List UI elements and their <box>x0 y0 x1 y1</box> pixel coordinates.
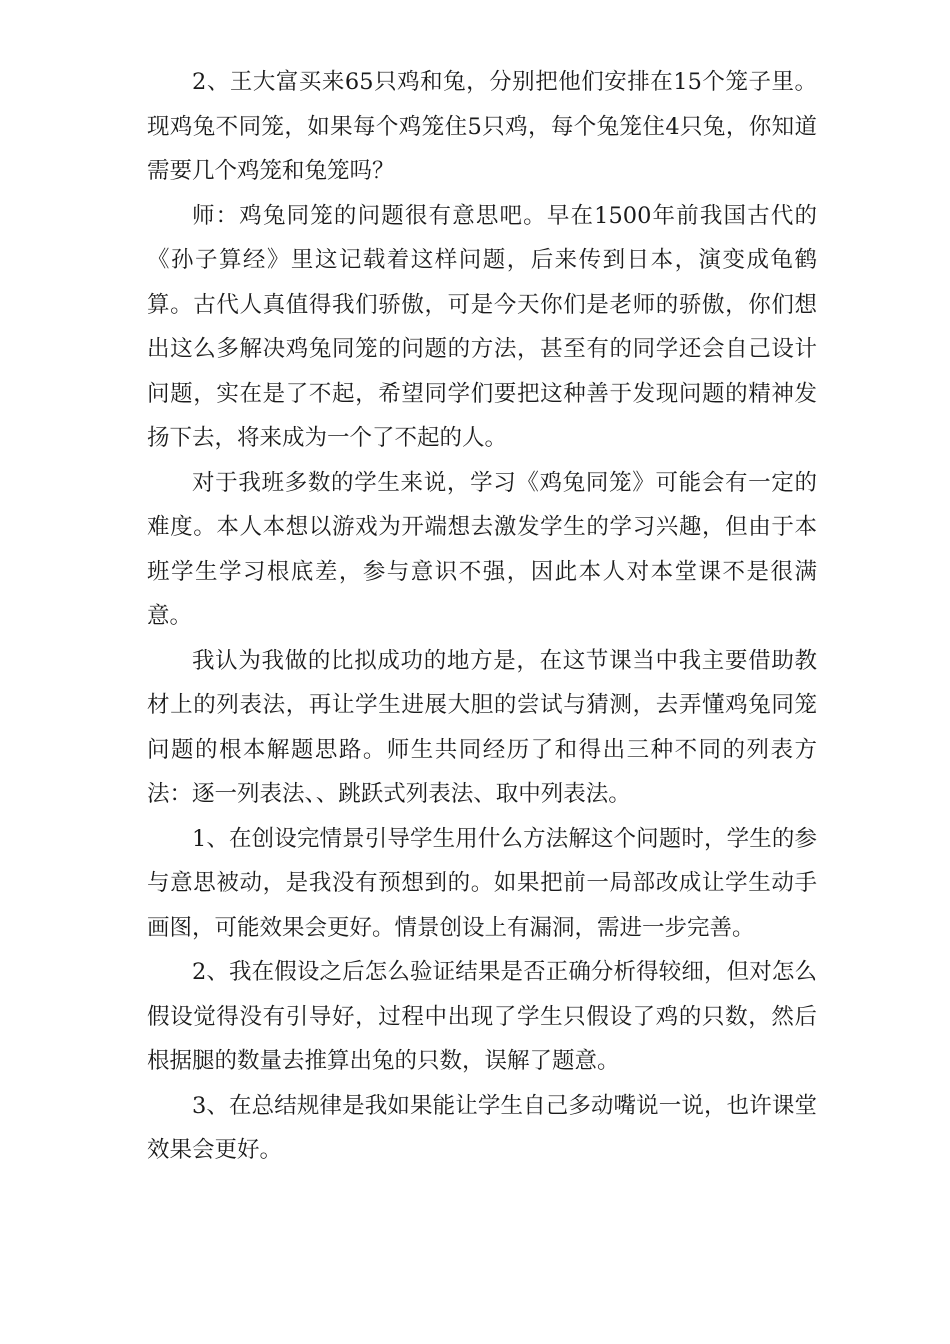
paragraph-issue-1: 1、在创设完情景引导学生用什么方法解这个问题时，学生的参与意思被动，是我没有预想到的。如果把前一局部改成让学生动手画图，可能效果会更好。情景创设上有漏洞，需进一步完善。 <box>147 825 817 941</box>
paragraph-problem-2: 2、王大富买来65只鸡和兔，分别把他们安排在15个笼子里。现鸡兔不同笼，如果每个鸡笼住5只鸡，每个兔笼住4只兔，你知道需要几个鸡笼和兔笼吗？ <box>147 69 817 184</box>
paragraph-issue-2: 2、我在假设之后怎么验证结果是否正确分析得较细，但对怎么假设觉得没有引导好，过程中出现了学生只假设了鸡的只数，然后根据腿的数量去推算出兔的只数，误解了题意。 <box>147 959 817 1074</box>
paragraph-reflection-intro: 对于我班多数的学生来说，学习《鸡兔同笼》可能会有一定的难度。本人本想以游戏为开端想去激发学生的学习兴趣，但由于本班学生学习根底差，参与意识不强，因此本人对本堂课不是很满意。 <box>147 469 817 629</box>
paragraph-success-points: 我认为我做的比拟成功的地方是，在这节课当中我主要借助教材上的列表法，再让学生进展大胆的尝试与猜测，去弄懂鸡兔同笼问题的根本解题思路。师生共同经历了和得出三种不同的列表方法：逐一列表法、、跳跃式列表法、取中列表法。 <box>147 647 817 807</box>
document-body <box>147 60 817 1173</box>
paragraph-teacher-remark: 师：鸡兔同笼的问题很有意思吧。早在1500年前我国古代的《孙子算经》里这记载着这样问题，后来传到日本，演变成龟鹤算。古代人真值得我们骄傲，可是今天你们是老师的骄傲，你们想出这么多解决鸡兔同笼的问题的方法，甚至有的同学还会自己设计问题，实在是了不起，希望同学们要把这种善于发现问题的精神发扬下去，将来成为一个了不起的人。 <box>147 202 817 451</box>
paragraph-issue-3: 3、在总结规律是我如果能让学生自己多动嘴说一说，也许课堂效果会更好。 <box>147 1092 817 1163</box>
